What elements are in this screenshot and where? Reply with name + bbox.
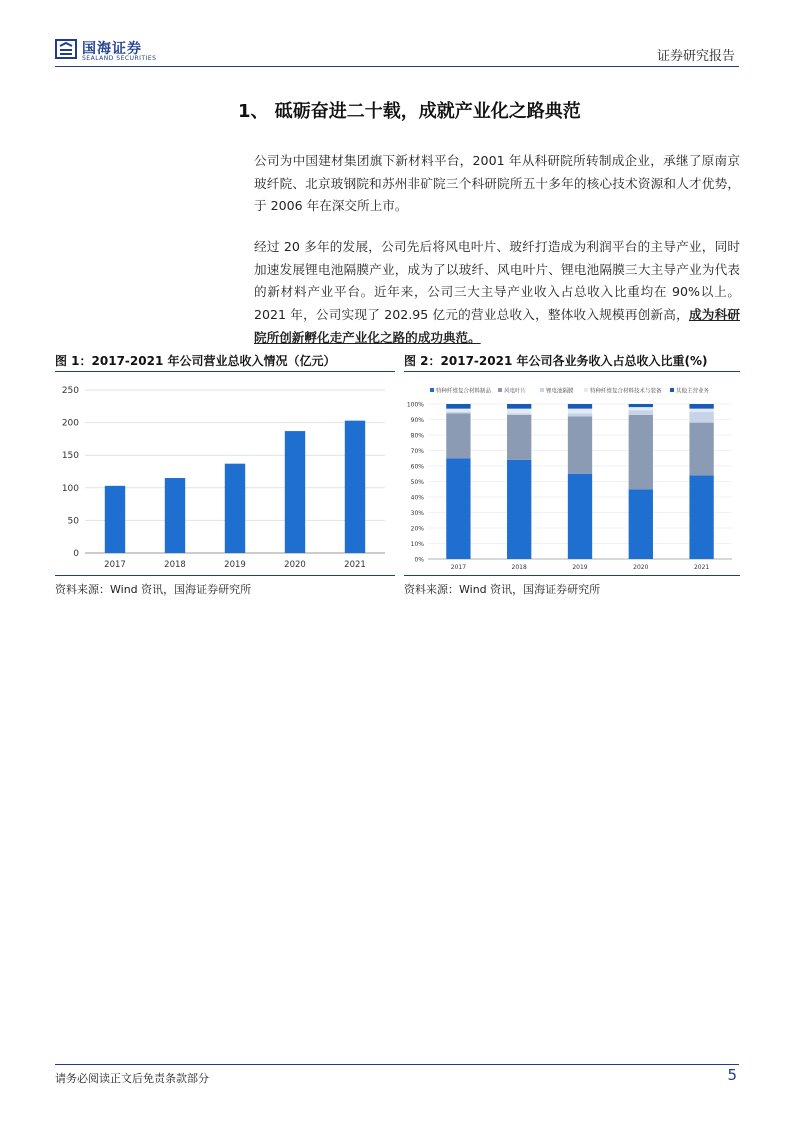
y-tick-label: 200 (61, 418, 79, 429)
y-tick-label: 100 (61, 483, 79, 494)
paragraph-2 (254, 236, 740, 350)
y-tick-label: 80% (410, 432, 424, 440)
stack-segment (689, 409, 713, 412)
stack-segment (689, 404, 713, 409)
legend-swatch (498, 388, 502, 392)
x-tick-label: 2021 (693, 564, 710, 571)
figure1-caption-rule (55, 371, 395, 372)
bar (345, 421, 365, 553)
business-share-stacked-chart (404, 375, 740, 575)
figure2-caption-rule (404, 371, 740, 372)
x-tick-label: 2020 (633, 564, 649, 571)
bar (225, 464, 245, 553)
y-tick-label: 90% (410, 417, 424, 424)
legend-swatch (584, 388, 588, 392)
stack-segment (507, 415, 531, 460)
paragraph-2-text: 经过 20 多年的发展，公司先后将风电叶片、玻纤打造成为利润平台的主导产业，同时加速发展锂电池隔膜产业，成为了以玻纤、风电叶片、锂电池隔膜三大主导产业为代表的新材料产业平台。近年来，公司三大主导产业收入占总收入比重均在 90%以上。2021 年，公司实现了 202.95 亿元的营业总收入，整体收入规模再创新高， (254, 239, 740, 323)
y-tick-label: 150 (61, 451, 79, 462)
stack-segment (629, 410, 653, 415)
stack-segment (446, 458, 470, 559)
y-tick-label: 60% (410, 463, 424, 471)
y-tick-label: 70% (410, 448, 424, 455)
x-tick-label: 2021 (344, 560, 366, 570)
x-tick-label: 2020 (284, 560, 306, 570)
revenue-bar-chart (55, 375, 395, 575)
x-tick-label: 2019 (572, 564, 588, 571)
stack-segment (507, 413, 531, 415)
stack-segment (629, 404, 653, 407)
logo-text: 国海证券 (82, 41, 142, 57)
bar (105, 486, 125, 553)
stack-segment (507, 460, 531, 559)
stack-segment (446, 409, 470, 412)
stack-segment (568, 409, 592, 414)
header-divider (55, 66, 739, 67)
figure1-source: 资料来源：Wind 资讯，国海证券研究所 (55, 583, 252, 596)
figure2-chart (404, 375, 740, 576)
figure1-chart (55, 375, 395, 576)
stack-segment (629, 489, 653, 559)
disclaimer-note: 请务必阅读正文后免责条款部分 (55, 1072, 209, 1085)
stack-segment (689, 475, 713, 559)
figure1-caption: 图 1：2017-2021 年公司营业总收入情况（亿元） (55, 354, 336, 368)
legend-label: 锂电池隔膜 (546, 388, 574, 395)
legend-label: 其他主营业务 (676, 388, 710, 395)
y-tick-label: 40% (410, 494, 424, 502)
section-title: 1、 砥砺奋进二十载，成就产业化之路典范 (238, 101, 581, 122)
x-tick-label: 2017 (104, 560, 126, 570)
y-tick-label: 50 (67, 516, 79, 527)
stack-segment (507, 404, 531, 409)
y-tick-label: 250 (61, 386, 79, 396)
stack-segment (568, 404, 592, 409)
stack-segment (568, 416, 592, 473)
y-tick-label: 20% (410, 525, 424, 533)
figure2-source: 资料来源：Wind 资讯，国海证券研究所 (404, 583, 601, 596)
legend-label: 特种纤维复合材料制品 (436, 388, 492, 395)
paragraph-1: 公司为中国建材集团旗下新材料平台，2001 年从科研院所转制成企业，承继了原南京玻纤院、北京玻钢院和苏州非矿院三个科研院所五十多年的核心技术资源和人才优势，于 2006 年在深交所上市。 (254, 153, 740, 214)
stack-segment (629, 415, 653, 489)
stack-segment (446, 404, 470, 409)
paragraph-2-emphasis: 成为科研院所创新孵化走产业化之路的成功典范。 (254, 307, 740, 345)
x-tick-label: 2018 (511, 564, 527, 571)
y-tick-label: 0% (414, 556, 424, 564)
x-tick-label: 2018 (164, 560, 186, 570)
stack-segment (689, 412, 713, 423)
y-tick-label: 30% (410, 510, 424, 517)
x-tick-label: 2017 (450, 564, 467, 571)
y-tick-label: 50% (410, 479, 424, 486)
logo-icon (55, 38, 77, 60)
y-tick-label: 10% (410, 541, 424, 548)
y-tick-label: 100% (406, 401, 424, 409)
figure2-caption: 图 2：2017-2021 年公司各业务收入占总收入比重(%) (404, 354, 708, 368)
stack-segment (446, 412, 470, 414)
bar (285, 431, 305, 553)
legend-swatch (670, 388, 674, 392)
legend-label: 风电叶片 (504, 388, 527, 395)
stack-segment (568, 413, 592, 416)
bar (165, 478, 185, 553)
legend-swatch (540, 388, 544, 392)
x-tick-label: 2019 (224, 560, 246, 570)
stack-segment (507, 409, 531, 414)
stack-segment (446, 413, 470, 458)
stack-segment (629, 407, 653, 410)
page-number: 5 (727, 1066, 737, 1084)
stack-segment (568, 474, 592, 559)
legend-label: 特种纤维复合材料技术与装备 (590, 388, 662, 395)
report-type: 证券研究报告 (656, 49, 735, 64)
logo-subtitle: SEALAND SECURITIES (82, 55, 157, 62)
stack-segment (689, 423, 713, 476)
y-tick-label: 0 (73, 549, 79, 559)
legend-swatch (430, 388, 434, 392)
footer-divider (55, 1064, 739, 1065)
